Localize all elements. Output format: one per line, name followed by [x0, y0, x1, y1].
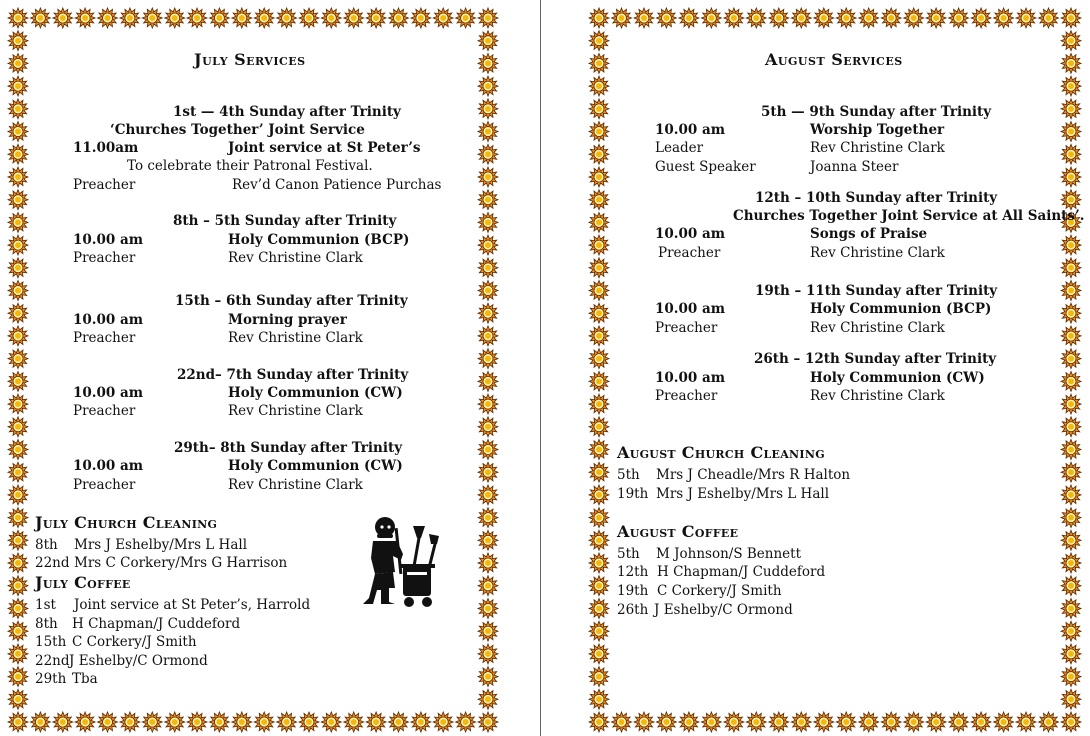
coffee-date: 22nd — [35, 653, 70, 669]
page-divider — [540, 0, 541, 736]
coffee-names: J Eshelby/C Ormond — [69, 653, 208, 669]
service-role: Preacher — [655, 320, 718, 336]
coffee-names: H Chapman/J Cuddeford — [657, 564, 826, 580]
service-time: 10.00 am — [73, 232, 144, 248]
cleaning-title: July Church Cleaning — [35, 513, 218, 532]
service-time: 10.00 am — [73, 458, 144, 474]
service-time: 10.00 am — [655, 122, 726, 138]
page-title: August Services — [765, 50, 903, 69]
service-name: Worship Together — [810, 122, 945, 138]
coffee-names: Tba — [72, 671, 98, 687]
service-person: Rev Christine Clark — [810, 388, 945, 404]
coffee-date: 8th — [35, 616, 58, 632]
service-note: To celebrate their Patronal Festival. — [127, 158, 373, 174]
coffee-title: August Coffee — [617, 522, 739, 541]
coffee-names: Joint service at St Peter’s, Harrold — [74, 597, 311, 613]
cleaning-date: 22nd — [35, 555, 70, 571]
page-title: July Services — [194, 50, 306, 69]
service-subheading: Churches Together Joint Service at All Saints’. — [733, 208, 1085, 224]
coffee-title: July Coffee — [35, 573, 131, 592]
service-name: Holy Communion (BCP) — [810, 301, 992, 317]
service-name: Songs of Praise — [810, 226, 928, 242]
service-name: Holy Communion (CW) — [228, 385, 403, 401]
service-role: Leader — [655, 140, 704, 156]
service-role: Preacher — [73, 330, 136, 346]
service-role: Preacher — [658, 245, 721, 261]
cleaning-names: Mrs J Cheadle/Mrs R Halton — [656, 467, 851, 483]
coffee-names: M Johnson/S Bennett — [656, 546, 802, 562]
service-time: 10.00 am — [73, 312, 144, 328]
service-role: Preacher — [73, 250, 136, 266]
coffee-date: 15th — [35, 634, 67, 650]
service-name: Morning prayer — [228, 312, 347, 328]
service-person: Rev Christine Clark — [810, 320, 945, 336]
service-role: Preacher — [655, 388, 718, 404]
coffee-date: 26th — [617, 602, 649, 618]
service-heading: 29th– 8th Sunday after Trinity — [174, 440, 403, 456]
coffee-date: 1st — [35, 597, 56, 613]
service-time: 11.00am — [73, 140, 139, 156]
service-heading: 5th — 9th Sunday after Trinity — [761, 104, 992, 120]
july-page — [6, 6, 500, 734]
coffee-names: J Eshelby/C Ormond — [654, 602, 793, 618]
service-role: Preacher — [73, 177, 136, 193]
coffee-date: 12th — [617, 564, 649, 580]
cleaning-names: Mrs J Eshelby/Mrs L Hall — [656, 486, 830, 502]
service-heading: 15th – 6th Sunday after Trinity — [175, 293, 408, 309]
service-role: Preacher — [73, 477, 136, 493]
service-time: 10.00 am — [655, 301, 726, 317]
cleaner-icon — [359, 514, 443, 610]
service-heading: 22nd– 7th Sunday after Trinity — [177, 367, 409, 383]
coffee-date: 19th — [617, 583, 649, 599]
cleaning-names: Mrs J Eshelby/Mrs L Hall — [74, 537, 248, 553]
service-person: Joanna Steer — [810, 159, 899, 175]
service-person: Rev Christine Clark — [228, 250, 363, 266]
service-name: Holy Communion (CW) — [810, 370, 985, 386]
cleaning-date: 8th — [35, 537, 58, 553]
service-subheading: ‘Churches Together’ Joint Service — [110, 122, 365, 138]
service-heading: 19th – 11th Sunday after Trinity — [755, 283, 998, 299]
coffee-date: 5th — [617, 546, 640, 562]
cleaning-title: August Church Cleaning — [617, 443, 825, 462]
coffee-names: C Corkery/J Smith — [657, 583, 782, 599]
service-role: Preacher — [73, 403, 136, 419]
service-heading: 26th – 12th Sunday after Trinity — [754, 351, 997, 367]
cleaning-date: 19th — [617, 486, 649, 502]
coffee-names: C Corkery/J Smith — [72, 634, 197, 650]
service-name: Holy Communion (BCP) — [228, 232, 410, 248]
service-heading: 1st — 4th Sunday after Trinity — [173, 104, 401, 120]
service-person: Rev Christine Clark — [810, 245, 945, 261]
service-time: 10.00 am — [655, 226, 726, 242]
coffee-date: 29th — [35, 671, 67, 687]
cleaning-date: 5th — [617, 467, 640, 483]
service-role: Guest Speaker — [655, 159, 756, 175]
service-time: 10.00 am — [655, 370, 726, 386]
august-page — [587, 6, 1083, 734]
cleaning-names: Mrs C Corkery/Mrs G Harrison — [74, 555, 288, 571]
service-person: Rev Christine Clark — [228, 477, 363, 493]
service-person: Rev Christine Clark — [228, 403, 363, 419]
service-heading: 12th – 10th Sunday after Trinity — [755, 190, 998, 206]
service-person: Rev’d Canon Patience Purchas — [232, 177, 442, 193]
service-name: Holy Communion (CW) — [228, 458, 403, 474]
service-person: Rev Christine Clark — [228, 330, 363, 346]
service-name: Joint service at St Peter’s — [228, 140, 421, 156]
coffee-names: H Chapman/J Cuddeford — [72, 616, 241, 632]
service-time: 10.00 am — [73, 385, 144, 401]
service-person: Rev Christine Clark — [810, 140, 945, 156]
service-heading: 8th – 5th Sunday after Trinity — [173, 213, 397, 229]
